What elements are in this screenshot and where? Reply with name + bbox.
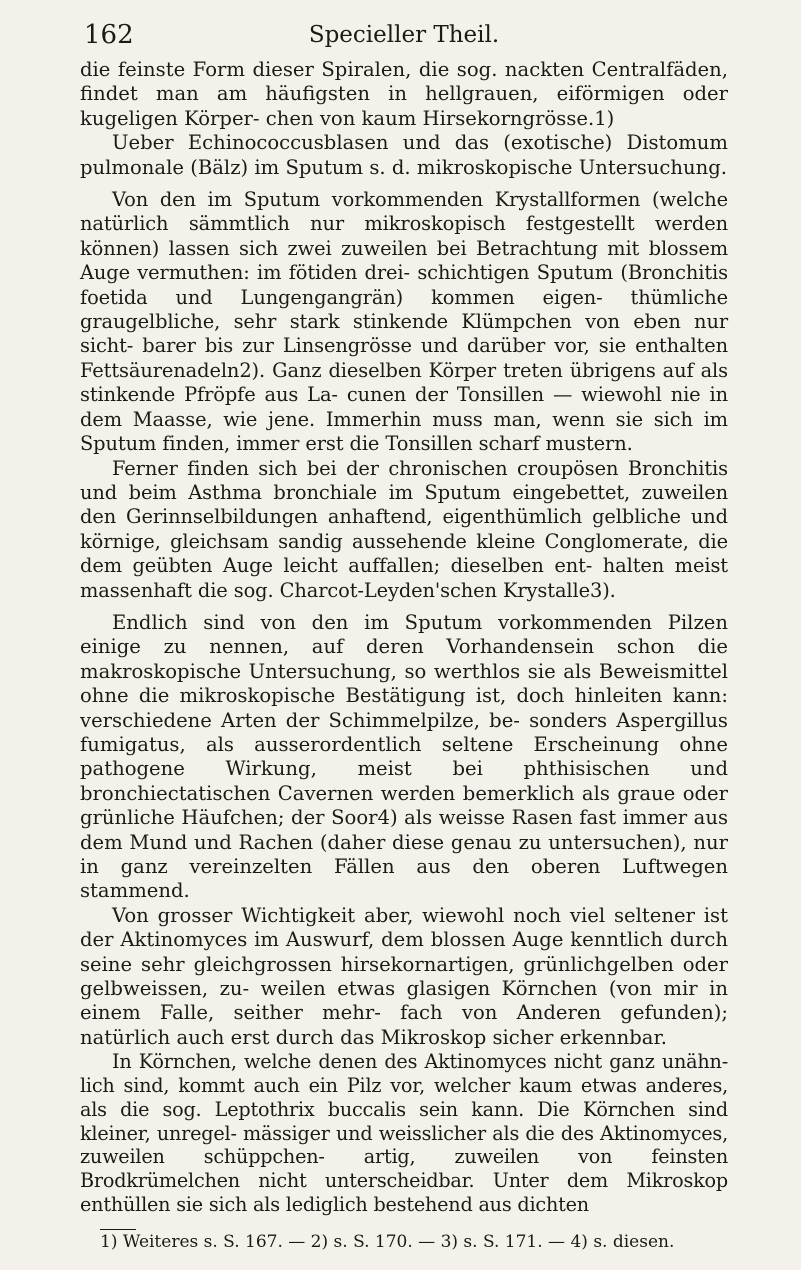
paragraph-asthma <box>80 457 728 603</box>
text-line: dem Mikroskop enthüllen sie sich als lediglich bestehend aus dichten <box>80 1169 728 1217</box>
text-line: barer bis zur Linsengrösse und darüber vor, sie enthalten Fettsäurenadeln2). <box>80 334 728 382</box>
text-line: zuweilen bei Betrachtung mit blossem Auge vermuthen: im fötiden drei- <box>80 236 728 285</box>
text-line: Asthma bronchiale im Sputum eingebettet, zuweilen den Gerinnselbildungen <box>80 480 728 529</box>
text-line: muss man, wenn sie sich im Sputum finden, immer erst die Tonsillen scharf <box>80 407 728 456</box>
text-line: ist, doch hinleiten kann: verschiedene Arten der Schimmelpilze, be- <box>80 684 728 732</box>
text-line: cunen der Tonsillen — wiewohl nie in dem Maasse, wie jene. Immerhin <box>80 383 728 431</box>
text-line: thümliche graugelbliche, sehr stark stinkende Klümpchen von eben nur sicht- <box>80 285 728 358</box>
text-line: mässiger und weisslicher als die des Aktinomyces, zuweilen schüppchen- <box>80 1121 728 1169</box>
text-line: mustern. <box>545 432 633 456</box>
text-line: Aktinomyces im Auswurf, dem blossen Auge kenntlich durch seine sehr <box>80 928 729 976</box>
text-line: Cavernen werden bemerklich als graue oder grünliche Häufchen; der <box>80 781 728 830</box>
page-header <box>84 20 724 54</box>
paragraph-leptothrix <box>80 1050 728 1217</box>
text-line: (Bälz) im Sputum s. d. mikroskopische Untersuchung. <box>190 155 727 179</box>
text-line: Ueber Echinococcusblasen und das (exotische) Distomum pulmonale <box>80 131 728 179</box>
footnote-rule <box>100 1229 136 1230</box>
text-line: Ganz dieselben Körper treten übrigens auf als stinkende Pfröpfe aus La- <box>80 358 728 407</box>
paragraph-aktinomyces <box>80 904 728 1050</box>
text-line: In Körnchen, welche denen des Aktinomyces nicht ganz unähn- <box>112 1050 728 1074</box>
text-line: Von grosser Wichtigkeit aber, wiewohl noch viel seltener ist der <box>80 903 728 952</box>
text-line: Von den im Sputum vorkommenden Krystallformen (welche natürlich <box>80 188 728 236</box>
paragraph-pilze <box>80 611 728 904</box>
text-line: sicher erkennbar. <box>492 1025 667 1049</box>
text-line: fach von Anderen gefunden); natürlich auch erst durch das Mikroskop <box>80 1001 728 1049</box>
text-line: gleichgrossen hirsekornartigen, grünlichgelben oder gelbweissen, zu- <box>80 952 729 1001</box>
text-line: so werthlos sie als Beweismittel ohne die mikroskopische Bestätigung <box>80 659 728 708</box>
text-line: sämmtlich nur mikroskopisch festgestellt werden können) lassen sich zwei <box>80 212 728 260</box>
text-line: man am häufigsten in hellgrauen, eiförmigen oder kugeligen Körper- <box>80 82 729 130</box>
text-line: halten meist massenhaft die sog. Charcot-Leyden'schen Krystalle3). <box>80 554 728 602</box>
text-line: oberen Luftwegen stammend. <box>80 855 729 903</box>
text-line: schichtigen Sputum (Bronchitis foetida und Lungengangrän) kommen eigen- <box>80 261 728 309</box>
body-text <box>80 58 728 1217</box>
text-line: chen von kaum Hirsekorngrösse.1) <box>265 106 615 130</box>
paragraph-spiralen <box>80 58 728 131</box>
page-number: 162 <box>84 20 134 50</box>
text-line: die feinste Form dieser Spiralen, die sog. nackten Centralfäden, findet <box>80 58 728 106</box>
text-line: anhaftend, eigenthümlich gelbliche und körnige, gleichsam sandig aussehende <box>80 505 728 553</box>
text-line: Endlich sind von den im Sputum vorkommenden Pilzen einige zu <box>80 610 728 659</box>
text-line: diese genau zu untersuchen), nur in ganz vereinzelten Fällen aus den <box>80 830 728 878</box>
text-line: weilen etwas glasigen Körnchen (von mir in einem Falle, seither mehr- <box>80 977 728 1025</box>
footnotes: 1) Weiteres s. S. 167. — 2) s. S. 170. — 3) s. S. 171. — 4) s. diesen. <box>100 1232 675 1252</box>
text-line: Soor4) als weisse Rasen fast immer aus dem Mund und Rachen (daher <box>80 806 728 854</box>
text-line: ohne pathogene Wirkung, meist bei phthisischen und bronchiectatischen <box>80 732 728 805</box>
text-line: sonders Aspergillus fumigatus, als ausserordentlich seltene Erscheinung <box>80 708 728 756</box>
paragraph-krystallformen <box>80 188 728 456</box>
text-line: artig, zuweilen von feinsten Brodkrümelchen nicht unterscheidbar. Unter <box>80 1145 728 1193</box>
text-line: nennen, auf deren Vorhandensein schon die makroskopische Untersuchung, <box>80 635 728 683</box>
text-line: Ferner finden sich bei der chronischen croupösen Bronchitis und beim <box>80 456 728 504</box>
text-line: kleine Conglomerate, die dem geübten Auge leicht auffallen; dieselben ent- <box>80 529 728 578</box>
running-title: Specieller Theil. <box>308 22 500 48</box>
paragraph-echinococcus <box>80 131 728 180</box>
text-line: die sog. Leptothrix buccalis sein kann. Die Körnchen sind kleiner, unregel- <box>80 1097 728 1145</box>
text-line: lich sind, kommt auch ein Pilz vor, welcher kaum etwas anderes, als <box>80 1074 728 1121</box>
